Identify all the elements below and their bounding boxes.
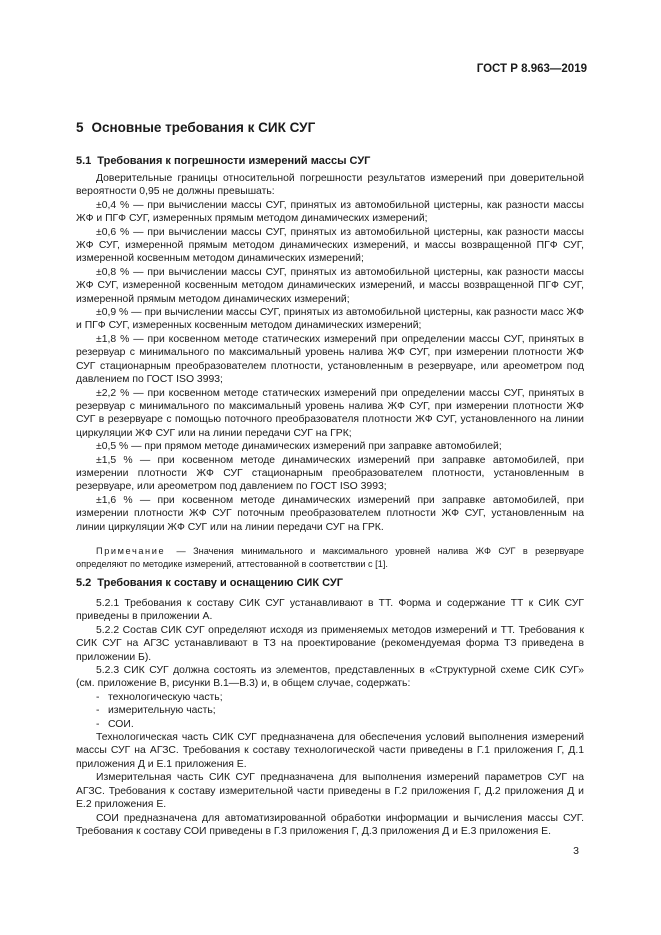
paragraph: 5.2.1 Требования к составу СИК СУГ устанавливают в ТТ. Форма и содержание ТТ к СИК СУГ приведены в приложении А. <box>76 598 584 623</box>
subsection-5-1-heading <box>76 155 370 167</box>
document-header: ГОСТ Р 8.963—2019 <box>476 63 587 75</box>
paragraph: 5.2.3 СИК СУГ должна состоять из элементов, представленных в «Структурной схеме СИК СУГ» (см. приложение В, рисунки В.1—В.3) и, в общем случае, содержать: <box>76 665 584 690</box>
subsection-5-2-heading <box>76 577 343 589</box>
page-number: 3 <box>573 845 579 857</box>
error-limit-item: ±2,2 % — при косвенном методе статических измерений при определении массы СУГ, принятых в резервуар с минимального по максимальный уровень налива ЖФ СУГ, при измерении плотности ЖФ СУГ в резервуаре с помощью поточного преобразователя плотности ЖФ СУГ, установленного на линии циркуляции ЖФ СУГ или на линии передачи СУГ на ГРК; <box>76 387 584 439</box>
subsection-number: 5.2 <box>76 577 92 589</box>
list-item: - измерительную часть; <box>96 705 216 717</box>
subsection-title: Требования к составу и оснащению СИК СУГ <box>97 577 343 589</box>
section-title-text: Основные требования к СИК СУГ <box>91 120 316 135</box>
list-item: - СОИ. <box>96 718 134 730</box>
note-label: Примечание <box>96 546 166 556</box>
note <box>76 545 584 571</box>
list-item: - технологическую часть; <box>96 691 223 703</box>
paragraph: Технологическая часть СИК СУГ предназначена для обеспечения условий выполнения измерений массы СУГ на АГЗС. Требования к составу технологической части приведены в Г.1 приложения Г, Д.1 приложения Д и Е.1 приложения Е. <box>76 732 584 770</box>
section-number: 5 <box>76 120 84 135</box>
paragraph: Измерительная часть СИК СУГ предназначена для выполнения измерений параметров СУГ на АГЗС. Требования к составу измерительной части приведены в Г.2 приложения Г, Д.2 приложения Д и Е.2 приложения Е. <box>76 772 584 811</box>
error-limit-item: ±0,9 % — при вычислении массы СУГ, принятых из автомобильной цистерны, как разности масс ЖФ и ПГФ СУГ, измеренных косвенным методом динамических измерений; <box>76 307 584 332</box>
subsection-5-2-body <box>76 597 584 838</box>
error-limit-item: ±1,6 % — при косвенном методе динамических измерений при заправке автомобилей, при измерении плотности ЖФ СУГ поточным преобразователем плотности ЖФ СУГ, установленным на линии циркуляции ЖФ СУГ или на линии передачи СУГ на ГРК. <box>76 494 584 533</box>
error-limit-item: ±1,8 % — при косвенном методе статических измерений при определении массы СУГ, принятых в резервуар с минимального по максимальный уровень налива ЖФ СУГ, при измерении плотности ЖФ СУГ стационарным преобразователем плотности, установленным в резервуаре, или ареометром под давлением по ГОСТ ISO 3993; <box>76 333 584 386</box>
paragraph: 5.2.2 Состав СИК СУГ определяют исходя из применяемых методов измерений и ТТ. Требования к СИК СУГ на АГЗС устанавливают в ТЗ на проектирование (рекомендуемая форма ТЗ приведена в приложении Б). <box>76 624 584 663</box>
error-limit-item: ±0,8 % — при вычислении массы СУГ, принятых из автомобильной цистерны, как разности массы ЖФ СУГ, измеренной косвенным методом динамических измерений, и массы возвращенной ПГФ СУГ, измеренной прямым методом динамических измерений; <box>76 266 584 305</box>
error-limit-item: ±1,5 % — при косвенном методе динамических измерений при заправке автомобилей, при измерении плотности ЖФ СУГ стационарным преобразователем плотности, установленным в резервуаре, или ареометром под давлением по ГОСТ ISO 3993; <box>76 454 584 493</box>
note-text: — Значения минимального и максимального уровней налива ЖФ СУГ в резервуаре определяют по методике измерений, аттестованной в соответствии с [1]. <box>76 546 584 569</box>
error-limit-item: ±0,4 % — при вычислении массы СУГ, принятых из автомобильной цистерны, как разности массы ЖФ и ПГФ СУГ, измеренных прямым методом динамических измерений; <box>76 199 584 225</box>
subsection-5-1-body <box>76 172 584 534</box>
error-limit-item: ±0,5 % — при прямом методе динамических измерений при заправке автомобилей; <box>96 441 502 453</box>
subsection-title: Требования к погрешности измерений массы СУГ <box>97 155 371 167</box>
section-title <box>76 120 315 135</box>
error-limit-item: ±0,6 % — при вычислении массы СУГ, принятых из автомобильной цистерны, как разности массы ЖФ СУГ, измеренной прямым методом динамических измерений, и массы возвращенной ПГФ СУГ, измеренной косвенным методом динамических измерений; <box>76 226 584 265</box>
paragraph: СОИ предназначена для автоматизированной обработки информации и вычисления массы СУГ. Требования к составу СОИ приведены в Г.3 приложения Г, Д.3 приложения Д и Е.3 приложения Е. <box>76 812 584 837</box>
subsection-number: 5.1 <box>76 155 92 167</box>
paragraph: Доверительные границы относительной погрешности результатов измерений при доверительной вероятности 0,95 не должны превышать: <box>76 173 584 198</box>
